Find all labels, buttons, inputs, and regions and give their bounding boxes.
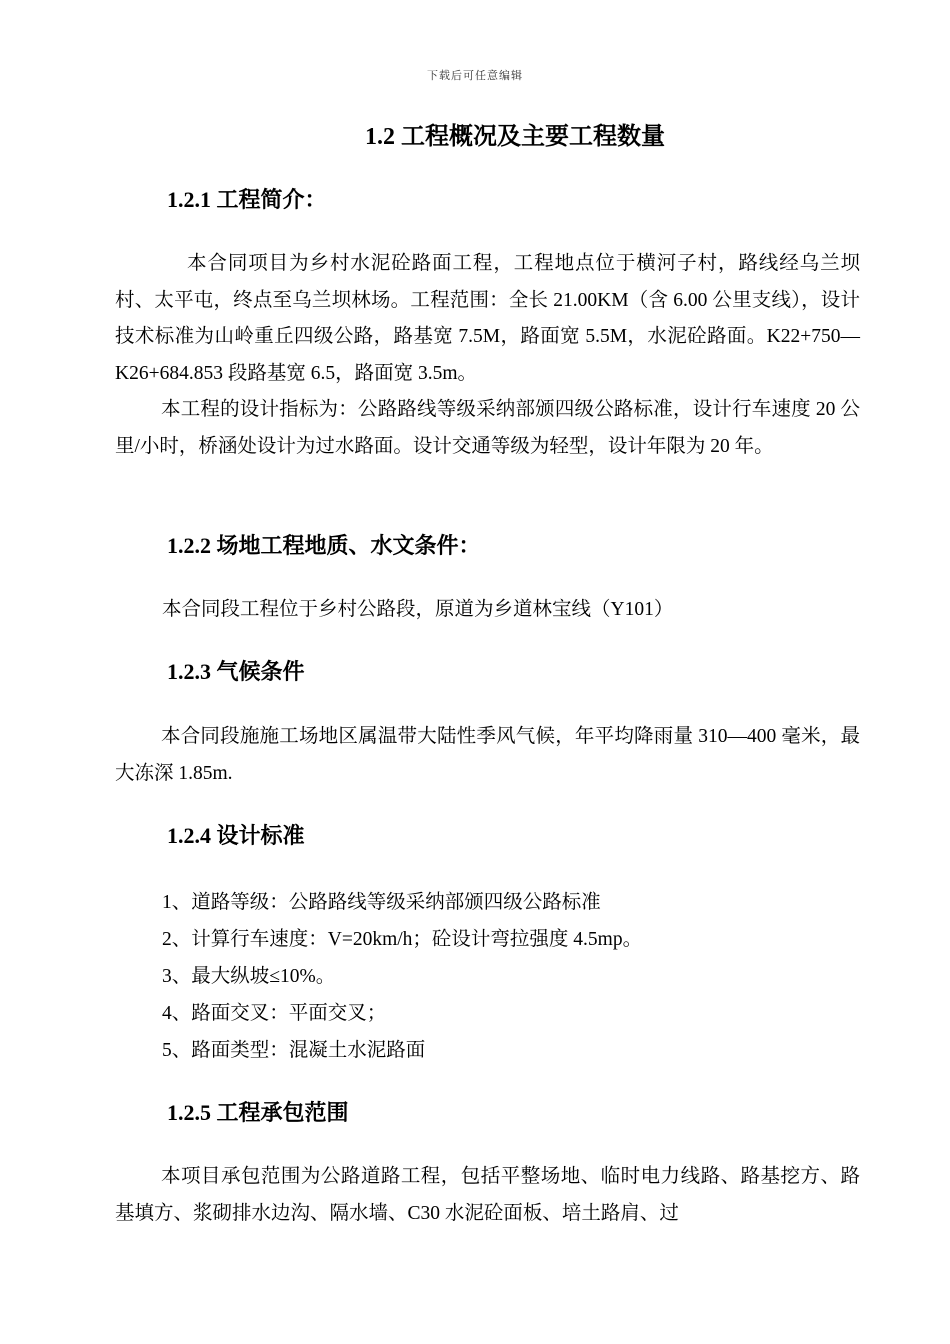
climate-paragraph: 本合同段施施工场地区属温带大陆性季风气候，年平均降雨量 310—400 毫米，最大冻深 1.85m.	[115, 726, 860, 784]
list-item: 5、路面类型：混凝土水泥路面	[162, 1040, 426, 1061]
page-title: 1.2 工程概况及主要工程数量	[365, 124, 665, 150]
design-index-paragraph: 本工程的设计指标为：公路路线等级采纳部颁四级公路标准，设计行车速度 20 公里/小时，桥涵处设计为过水路面。设计交通等级为轻型，设计年限为 20 年。	[115, 399, 860, 457]
project-intro-paragraph: 本合同项目为乡村水泥砼路面工程，工程地点位于横河子村，路线经乌兰坝村、太平屯，终点至乌兰坝林场。工程范围：全长 21.00KM（含 6.00 公里支线），设计技术标准为山岭重丘四级公路，路基宽 7.5M，路面宽 5.5M，水泥砼路面。K22+750—K26+684.853 段路基宽 6.5，路面宽 3.5m。	[115, 253, 860, 384]
section-heading-1-2-2: 1.2.2 场地工程地质、水文条件：	[167, 533, 481, 558]
section-heading-1-2-5: 1.2.5 工程承包范围	[167, 1100, 349, 1125]
design-standard-list	[162, 884, 642, 1069]
section-heading-1-2-1: 1.2.1 工程简介：	[167, 187, 327, 212]
section-heading-1-2-4: 1.2.4 设计标准	[167, 823, 305, 848]
geology-paragraph: 本合同段工程位于乡村公路段，原道为乡道林宝线（Y101）	[162, 599, 674, 620]
list-item: 3、最大纵坡≤10%。	[162, 966, 336, 987]
header-note: 下载后可任意编辑	[427, 69, 523, 82]
list-item: 4、路面交叉：平面交叉；	[162, 1003, 387, 1024]
list-item: 2、计算行车速度：V=20km/h；砼设计弯拉强度 4.5mp。	[162, 929, 643, 950]
contract-scope-paragraph: 本项目承包范围为公路道路工程，包括平整场地、临时电力线路、路基挖方、路基填方、浆砌排水边沟、隔水墙、C30 水泥砼面板、培土路肩、过	[115, 1166, 860, 1224]
section-heading-1-2-3: 1.2.3 气候条件	[167, 659, 305, 684]
list-item: 1、道路等级：公路路线等级采纳部颁四级公路标准	[162, 892, 601, 913]
